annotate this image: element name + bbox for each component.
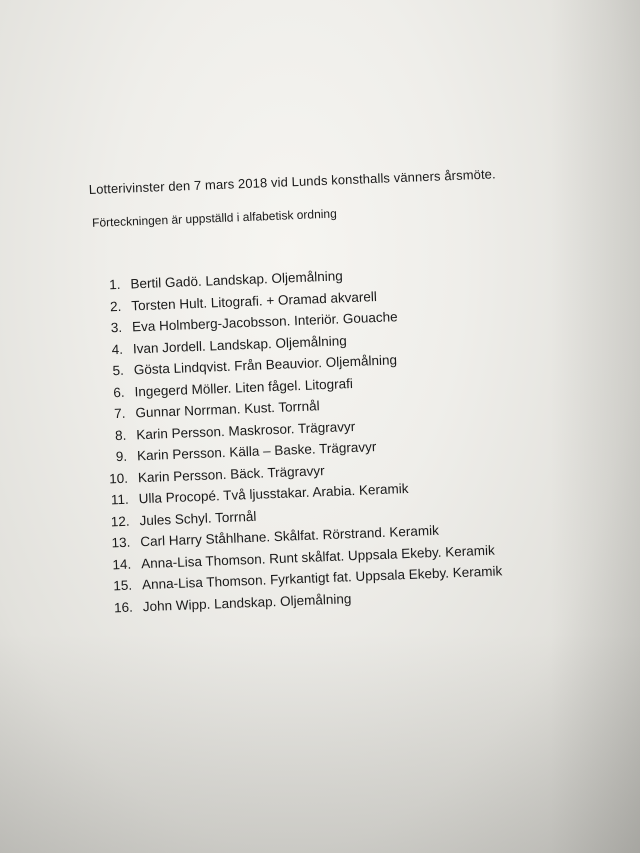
item-text: Ulla Procopé. Två ljusstakar. Arabia. Keramik bbox=[138, 480, 409, 507]
item-text: Gösta Lindqvist. Från Beauvior. Oljemålning bbox=[133, 352, 398, 378]
item-text: Carl Harry Ståhlhane. Skålfat. Rörstrand. Keramik bbox=[140, 522, 440, 550]
document-title: Lotterivinster den 7 mars 2018 vid Lunds konsthalls vänners årsmöte. bbox=[88, 166, 496, 197]
item-number: 8. bbox=[114, 427, 127, 443]
item-text: Bertil Gadö. Landskap. Oljemålning bbox=[130, 268, 343, 292]
item-text: Karin Persson. Bäck. Trägravyr bbox=[137, 462, 325, 485]
item-number: 14. bbox=[112, 556, 132, 572]
prize-list bbox=[92, 263, 503, 622]
item-number: 12. bbox=[110, 513, 130, 529]
document-body bbox=[88, 150, 558, 615]
item-number: 3. bbox=[110, 319, 123, 336]
item-text: Karin Persson. Källa – Baske. Trägravyr bbox=[136, 439, 377, 464]
paper-shadow-right bbox=[550, 0, 640, 853]
item-number: 5. bbox=[112, 362, 125, 379]
item-number: 4. bbox=[111, 341, 124, 357]
item-text: Anna-Lisa Thomson. Runt skålfat. Uppsala Ekeby. Keramik bbox=[140, 542, 495, 571]
item-text: Anna-Lisa Thomson. Fyrkantigt fat. Uppsala Ekeby. Keramik bbox=[141, 563, 503, 593]
item-text: John Wipp. Landskap. Oljemålning bbox=[142, 590, 352, 614]
item-number: 13. bbox=[111, 534, 131, 551]
item-text: Karin Persson. Maskrosor. Trägravyr bbox=[135, 418, 356, 442]
item-text: Gunnar Norrman. Kust. Torrnål bbox=[135, 398, 320, 421]
item-text: Ivan Jordell. Landskap. Oljemålning bbox=[132, 332, 347, 356]
item-text: Torsten Hult. Litografi. + Oramad akvarell bbox=[131, 288, 378, 313]
item-number: 10. bbox=[108, 470, 129, 486]
item-number: 1. bbox=[108, 276, 121, 293]
item-number: 9. bbox=[115, 448, 128, 465]
item-number: 2. bbox=[109, 298, 122, 314]
item-number: 6. bbox=[113, 384, 125, 400]
item-number: 7. bbox=[113, 405, 126, 422]
item-number: 11. bbox=[110, 491, 130, 508]
document-subtitle: Förteckningen är uppställd i alfabetisk ordning bbox=[91, 206, 338, 230]
item-number: 16. bbox=[113, 599, 134, 615]
paper-shadow-bottom bbox=[0, 633, 640, 853]
item-text: Jules Schyl. Torrnål bbox=[139, 508, 257, 528]
item-text: Eva Holmberg-Jacobsson. Interiör. Gouache bbox=[131, 309, 398, 335]
item-text: Ingegerd Möller. Liten fågel. Litografi bbox=[134, 375, 354, 399]
item-number: 15. bbox=[112, 577, 133, 594]
